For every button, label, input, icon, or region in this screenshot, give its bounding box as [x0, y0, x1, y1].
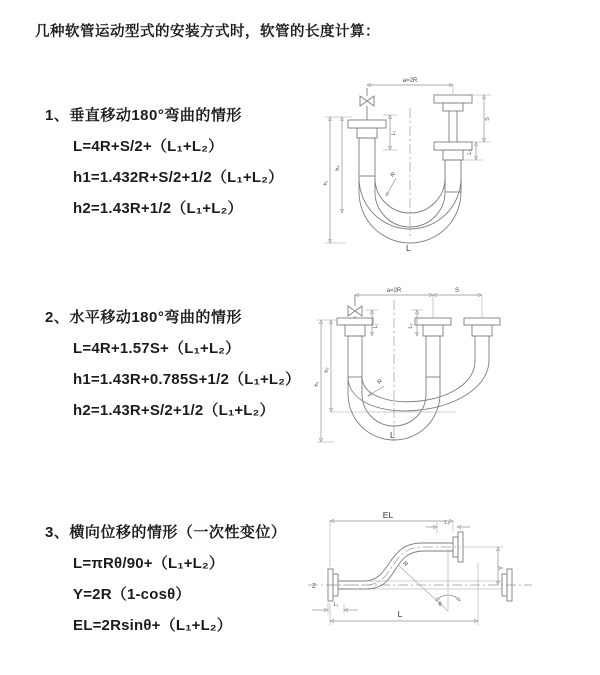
- dimension-lines: [312, 521, 503, 625]
- dimension-lines: [325, 85, 491, 243]
- dim-label-el: EL: [382, 510, 394, 520]
- diagram-vertical-180-bend: [312, 68, 600, 258]
- formula-length: L=πRθ/90+（L₁+L₂）: [73, 555, 225, 572]
- section-horizontal-movement: [45, 306, 300, 420]
- formula-length: L=4R+S/2+（L₁+L₂）: [73, 138, 224, 155]
- length-label: L: [406, 243, 411, 253]
- braid-section-left: [359, 138, 375, 176]
- z-mark: Z: [312, 584, 316, 590]
- radius-label: R: [389, 171, 397, 179]
- dim-label-l1: L₁: [373, 323, 379, 329]
- dim-label-l2: L₂: [467, 149, 473, 155]
- formula-length: L=4R+1.57S+（L₁+L₂）: [73, 340, 241, 357]
- radius-label: R: [376, 378, 384, 386]
- hose-loops: [348, 336, 489, 440]
- dim-label-travel: S: [454, 288, 460, 294]
- braid-section-right: [445, 160, 461, 192]
- dim-label-l1: L₁: [333, 602, 339, 608]
- dim-label-h2: h₂: [335, 165, 341, 171]
- formula-el: EL=2Rsinθ+（L₁+L₂）: [73, 617, 232, 634]
- page-title: 几种软管运动型式的安装方式时，软管的长度计算：: [35, 24, 380, 40]
- s-curve-hose: [330, 543, 460, 589]
- braid-section-middle: [426, 336, 440, 377]
- section-1-heading: 1、垂直移动180°弯曲的情形: [45, 107, 242, 124]
- radius-label: R: [401, 560, 409, 568]
- left-flange: [348, 120, 386, 138]
- dim-label-l1: L₁: [391, 130, 397, 136]
- section-3-heading: 3、横向位移的情形（一次性变位）: [45, 524, 287, 541]
- formula-h1: h1=1.43R+0.785S+1/2（L₁+L₂）: [73, 371, 301, 388]
- dim-label-s: S: [485, 117, 491, 121]
- length-label: L: [397, 609, 403, 619]
- formula-h2: h2=1.43R+1/2（L₁+L₂）: [73, 200, 243, 217]
- section-vertical-movement: [45, 104, 283, 218]
- formula-h2: h2=1.43R+S/2+1/2（L₁+L₂）: [73, 402, 275, 419]
- length-label: L: [390, 430, 395, 440]
- dim-label-h1: h₁: [323, 180, 329, 186]
- dim-label-l2: L₂: [444, 520, 450, 526]
- diagram-lateral-displacement: [300, 505, 600, 645]
- dim-label-h2: h₂: [324, 367, 330, 373]
- dim-label-h1: h₁: [314, 381, 320, 387]
- diagram-horizontal-180-bend: [308, 282, 600, 472]
- dim-label-y: Y: [499, 565, 505, 571]
- flanges: [337, 318, 500, 336]
- valve-icon: [360, 88, 374, 120]
- dim-label-span: a=2R: [386, 288, 402, 294]
- formula-h1: h1=1.432R+S/2+1/2（L₁+L₂）: [73, 169, 284, 186]
- dim-label-l2: L₂: [408, 323, 414, 329]
- section-lateral-displacement: [45, 521, 286, 635]
- valve-icon: [348, 295, 362, 318]
- dimension-lines: [317, 295, 482, 442]
- braid-section-left: [348, 336, 362, 377]
- formula-y: Y=2R（1-cosθ）: [73, 586, 191, 603]
- dim-label-span: a=2R: [402, 78, 418, 84]
- section-2-heading: 2、水平移动180°弯曲的情形: [45, 309, 242, 326]
- radius-construction: [398, 549, 460, 611]
- theta-label: θ: [438, 602, 442, 608]
